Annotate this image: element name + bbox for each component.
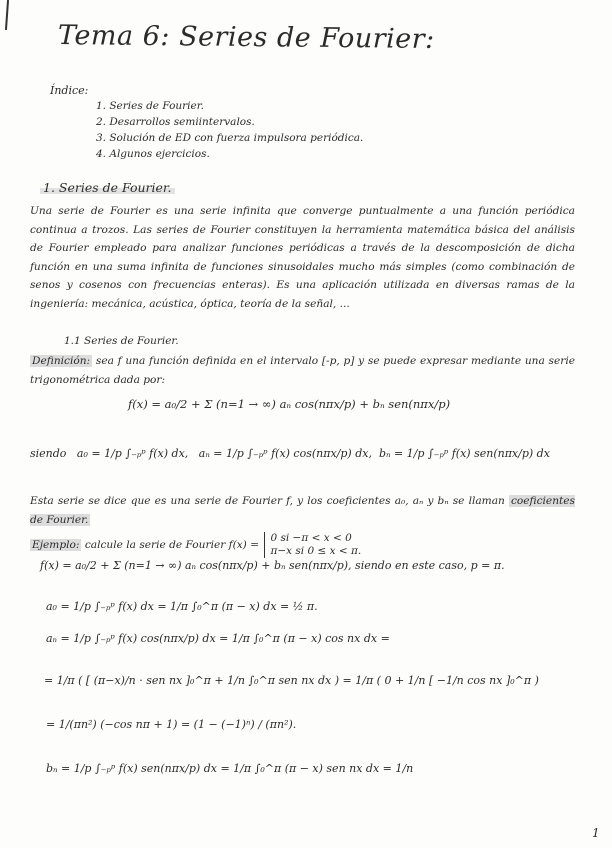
index-item: 4. Algunos ejercicios. xyxy=(96,148,210,160)
case-2: π−x si 0 ≤ x < π. xyxy=(270,545,362,557)
index-item: 3. Solución de ED con fuerza impulsora periódica. xyxy=(96,132,364,144)
case-1: 0 si −π < x < 0 xyxy=(270,532,352,544)
example-an-step3: = 1/(πn²) (−cos nπ + 1) = (1 − (−1)ⁿ) / (πn²). xyxy=(46,718,297,731)
fourier-series-formula: f(x) = a₀/2 + Σ (n=1 → ∞) aₙ cos(nπx/p) + bₙ sen(nπx/p) xyxy=(128,397,451,411)
index-item: 2. Desarrollos semiintervalos. xyxy=(96,116,255,128)
margin-stroke xyxy=(5,0,9,30)
example-series-formula: f(x) = a₀/2 + Σ (n=1 → ∞) aₙ cos(nπx/p) + bₙ sen(nπx/p), siendo en este caso, p = π. xyxy=(40,559,505,572)
piecewise-cases xyxy=(264,532,361,558)
definition-text: sea f una función definida en el intervalo [-p, p] y se puede expresar mediante una serie trigonométrica dada por: xyxy=(30,355,575,386)
example-statement xyxy=(30,532,575,558)
page-title: Tema 6: Series de Fourier: xyxy=(57,20,435,55)
coefficients-highlight: coeficientes de Fourier. xyxy=(30,495,575,526)
siendo-label: siendo xyxy=(30,447,67,460)
subsection-title: 1.1 Series de Fourier. xyxy=(64,335,179,347)
an-formula: aₙ = 1/p ∫₋ₚᵖ f(x) cos(nπx/p) dx, xyxy=(198,447,372,460)
index-item: 1. Series de Fourier. xyxy=(96,100,204,112)
bn-formula: bₙ = 1/p ∫₋ₚᵖ f(x) sen(nπx/p) dx xyxy=(378,447,550,460)
definition-label: Definición: xyxy=(32,355,91,367)
coefficients-formula xyxy=(30,447,605,460)
intro-paragraph: Una serie de Fourier es una serie infinita que converge puntualmente a una función periódica continua a trozos. Las series de Fourier constituyen la herramienta matemática básica del análisis de Fourier empleado para analizar funciones periódicas a través de la descomposición de dicha función en una suma infinita de funciones sinusoidales mucho más simples (como combinación de senos y cosenos con frecuencias enteras). Es una aplicación utilizada en diversas ramas de la ingeniería: mecánica, acústica, óptica, teoría de la señal, ... xyxy=(30,205,575,310)
page-number: 1 xyxy=(592,826,600,840)
coefficients-text: Esta serie se dice que es una serie de Fourier f, y los coeficientes a₀, aₙ y bₙ se llaman xyxy=(30,495,505,507)
example-label: Ejemplo: xyxy=(32,539,80,551)
example-a0: a₀ = 1/p ∫₋ₚᵖ f(x) dx = 1/π ∫₀^π (π − x) dx = ½ π. xyxy=(46,600,318,613)
index-list xyxy=(96,98,363,162)
definition-paragraph xyxy=(30,352,575,389)
a0-formula: a₀ = 1/p ∫₋ₚᵖ f(x) dx, xyxy=(76,447,189,460)
example-text: calcule la serie de Fourier f(x) = xyxy=(84,539,260,551)
index-label: Índice: xyxy=(50,84,89,97)
example-an-step2: = 1/π ( [ (π−x)/n · sen nx ]₀^π + 1/n ∫₀^π sen nx dx ) = 1/π ( 0 + 1/n [ −1/n cos nx ]₀^π ) xyxy=(44,674,539,687)
section-title: 1. Series de Fourier. xyxy=(40,180,175,195)
example-bn: bₙ = 1/p ∫₋ₚᵖ f(x) sen(nπx/p) dx = 1/π ∫₀^π (π − x) sen nx dx = 1/n xyxy=(46,762,414,775)
coefficients-paragraph xyxy=(30,492,575,529)
example-an-step1: aₙ = 1/p ∫₋ₚᵖ f(x) cos(nπx/p) dx = 1/π ∫₀^π (π − x) cos nx dx = xyxy=(46,632,390,645)
